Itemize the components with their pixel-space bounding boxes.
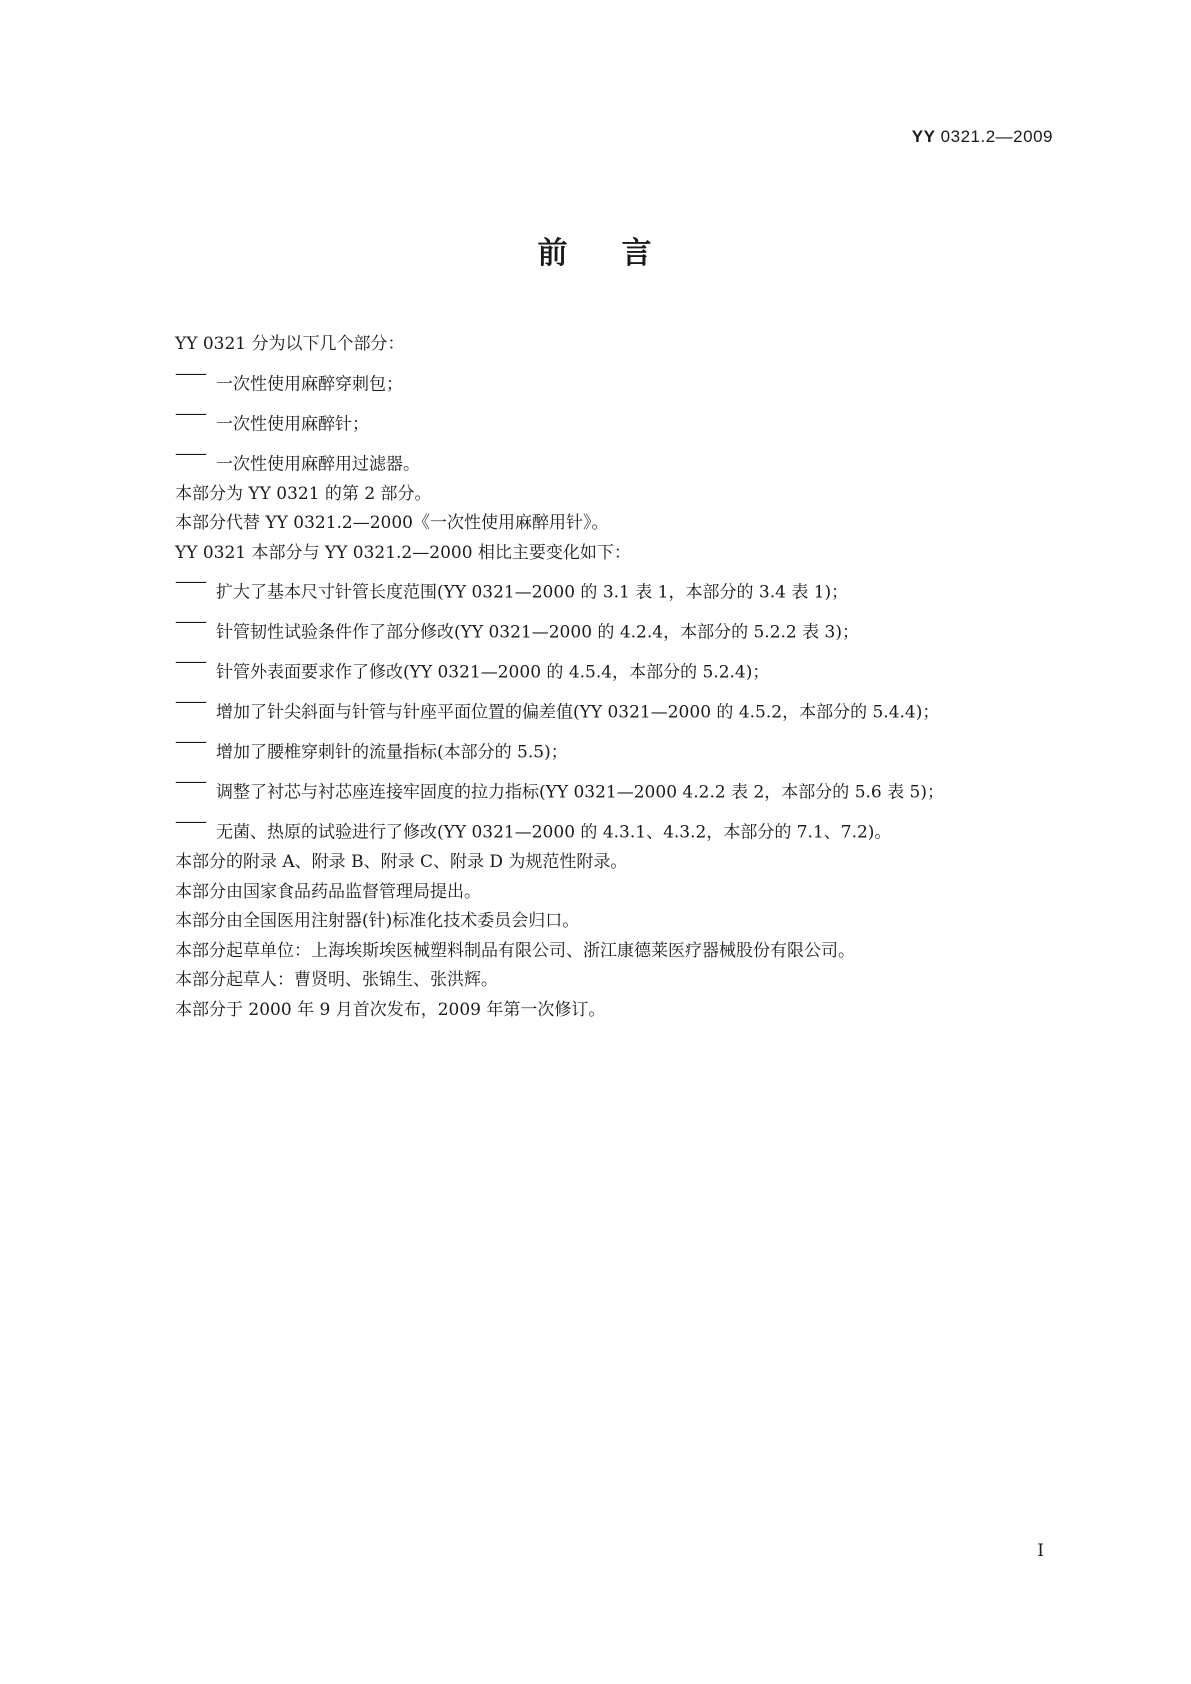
list-item xyxy=(175,808,1051,848)
dash-marker: —— xyxy=(175,772,205,792)
list-item-text: 扩大了基本尺寸针管长度范围(YY 0321—2000 的 3.1 表 1，本部分的 3.4 表 1)； xyxy=(216,582,849,603)
list-item-text: 一次性使用麻醉用过滤器。 xyxy=(216,454,420,474)
dash-marker: —— xyxy=(175,732,205,752)
dash-marker: —— xyxy=(175,363,205,384)
paragraph-proposed-by: 本部分由国家食品药品监督管理局提出。 xyxy=(175,881,481,902)
paragraph-under-jurisdiction: 本部分由全国医用注射器(针)标准化技术委员会归口。 xyxy=(175,911,580,931)
list-item xyxy=(175,400,1051,440)
page-number: I xyxy=(1037,1541,1044,1561)
list-item-text: 一次性使用麻醉穿刺包； xyxy=(216,374,403,394)
paragraph-replaces: 本部分代替 YY 0321.2—2000《一次性使用麻醉用针》。 xyxy=(175,513,609,533)
dash-marker: —— xyxy=(175,612,205,632)
list-item xyxy=(175,440,1051,480)
list-item-text: 针管外表面要求作了修改(YY 0321—2000 的 4.5.4，本部分的 5.2.4)； xyxy=(216,662,770,683)
dash-marker: —— xyxy=(175,812,205,832)
standard-number: 0321.2—2009 xyxy=(940,127,1053,146)
standard-prefix: YY xyxy=(911,127,936,146)
list-item-text: 调整了衬芯与衬芯座连接牢固度的拉力指标(YY 0321—2000 4.2.2 表 2，本部分的 5.6 表 5)； xyxy=(216,782,944,803)
paragraph-part-number: 本部分为 YY 0321 的第 2 部分。 xyxy=(175,483,432,504)
list-item xyxy=(175,768,1051,808)
list-item xyxy=(175,608,1051,648)
foreword-body xyxy=(175,330,1051,1025)
dash-marker: —— xyxy=(175,652,205,672)
list-item xyxy=(175,360,1051,400)
title-char-2: 言 xyxy=(621,236,654,271)
list-item-text: 增加了腰椎穿刺针的流量指标(本部分的 5.5)； xyxy=(216,742,568,763)
list-item xyxy=(175,688,1051,728)
paragraph-drafting-organizations: 本部分起草单位：上海埃斯埃医械塑料制品有限公司、浙江康德莱医疗器械股份有限公司。 xyxy=(175,940,855,961)
list-item-text: 一次性使用麻醉针； xyxy=(216,414,369,434)
dash-marker: —— xyxy=(175,572,205,592)
dash-marker: —— xyxy=(175,443,205,464)
standard-code xyxy=(912,127,1053,147)
paragraph-annexes: 本部分的附录 A、附录 B、附录 C、附录 D 为规范性附录。 xyxy=(175,852,628,872)
paragraph-publication-history: 本部分于 2000 年 9 月首次发布，2009 年第一次修订。 xyxy=(175,999,606,1020)
list-item xyxy=(175,648,1051,688)
paragraph-parts-intro: YY 0321 分为以下几个部分： xyxy=(175,334,405,354)
list-item-text: 增加了针尖斜面与针管与针座平面位置的偏差值(YY 0321—2000 的 4.5.2，本部分的 5.4.4)； xyxy=(216,702,940,723)
list-item-text: 针管韧性试验条件作了部分修改(YY 0321—2000 的 4.2.4，本部分的 5.2.2 表 3)； xyxy=(216,622,859,643)
list-item xyxy=(175,568,1051,608)
list-item-text: 无菌、热原的试验进行了修改(YY 0321—2000 的 4.3.1、4.3.2，本部分的 7.1、7.2)。 xyxy=(216,822,892,843)
dash-marker: —— xyxy=(175,692,205,712)
page-title xyxy=(0,228,1191,272)
dash-marker: —— xyxy=(175,403,205,424)
list-item xyxy=(175,728,1051,768)
title-char-1: 前 xyxy=(537,236,570,271)
paragraph-changes-intro: YY 0321 本部分与 YY 0321.2—2000 相比主要变化如下： xyxy=(175,542,631,563)
paragraph-drafters: 本部分起草人：曹贤明、张锦生、张洪辉。 xyxy=(175,970,498,990)
